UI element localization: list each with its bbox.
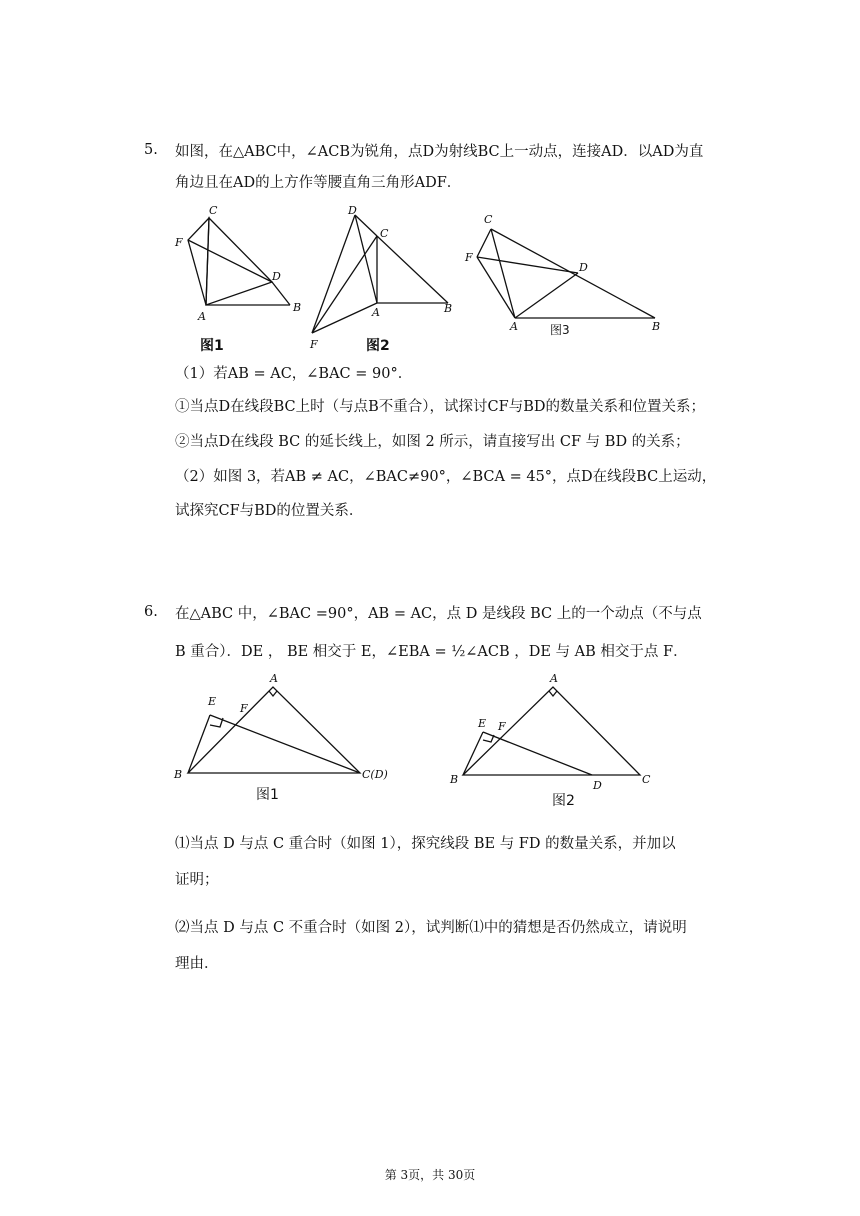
fig2-label-c: C: [380, 227, 389, 240]
p6-fig1-label-f: F: [240, 702, 248, 715]
fig2-label-d: D: [348, 204, 357, 217]
problem-5-question-1: （1）若AB = AC，∠BAC = 90°．: [175, 366, 413, 382]
p6-fig2-caption: 图2: [552, 793, 575, 809]
fig1-label-a: A: [198, 310, 206, 323]
fig1-caption: 图1: [200, 338, 224, 354]
problem-6-question-1: ⑴当点 D 与点 C 重合时（如图 1），探究线段 BE 与 FD 的数量关系，并加以: [175, 836, 676, 852]
p6-fig2-label-e: E: [478, 717, 487, 730]
p6-fig1-caption: 图1: [256, 787, 279, 803]
fig3-label-f: F: [465, 251, 473, 264]
fig1-label-b: B: [293, 301, 302, 314]
problem-6-question-2: ⑵当点 D 与点 C 不重合时（如图 2），试判断⑴中的猜想是否仍然成立，请说明: [175, 920, 687, 936]
fig3-label-b: B: [652, 320, 661, 333]
p6-fig1-label-e: E: [208, 695, 217, 708]
problem-5-number: 5.: [144, 142, 158, 158]
fig1-label-f: F: [175, 236, 183, 249]
problem-5-question-1b: ②当点D在线段 BC 的延长线上，如图 2 所示，请直接写出 CF 与 BD 的关系；: [175, 434, 690, 450]
page-footer: 第 3页，共 30页: [384, 1168, 476, 1182]
p6-fig1-label-cd: C(D): [362, 768, 388, 781]
p6-fig2-label-a: A: [550, 672, 558, 685]
fig3-caption: 图3: [550, 323, 570, 337]
p6-fig2-label-c: C: [642, 773, 651, 786]
fig1-label-c: C: [209, 204, 218, 217]
problem-6-figure-2: [440, 665, 670, 814]
problem-6-question-1b: 证明；: [175, 872, 219, 888]
p6-fig2-label-d: D: [593, 779, 602, 792]
problem-6-figure-1: [170, 665, 410, 809]
problem-5-text-line-1: 如图，在△ABC中，∠ACB为锐角，点D为射线BC上一动点，连接AD．以AD为直: [175, 144, 704, 160]
fig2-label-b: B: [444, 302, 453, 315]
fig2-label-a: A: [372, 306, 380, 319]
problem-5-figure-2: [300, 200, 470, 364]
problem-5-question-1a: ①当点D在线段BC上时（与点B不重合），试探讨CF与BD的数量关系和位置关系；: [175, 399, 705, 415]
problem-5-figure-3: [460, 200, 670, 349]
fig1-label-d: D: [272, 270, 281, 283]
problem-5-question-2: （2）如图 3，若AB ≠ AC，∠BAC≠90°，∠BCA = 45°，点D在线段BC上运动，: [175, 469, 717, 485]
fig3-label-c: C: [484, 213, 493, 226]
p6-fig1-label-b: B: [174, 768, 183, 781]
fig3-label-d: D: [579, 261, 588, 274]
problem-5-question-2b: 试探究CF与BD的位置关系．: [175, 503, 364, 519]
problem-6-number: 6.: [144, 604, 158, 620]
fig3-label-a: A: [510, 320, 518, 333]
fig2-label-f: F: [310, 338, 318, 351]
p6-fig2-label-f: F: [498, 720, 506, 733]
problem-6-text-line-2: B 重合）．DE ， BE 相交于 E，∠EBA = ½∠ACB ，DE 与 AB 相交于点 F．: [175, 644, 688, 660]
p6-fig1-label-a: A: [270, 672, 278, 685]
p6-fig2-label-b: B: [450, 773, 459, 786]
problem-5-figure-1: [160, 200, 320, 364]
problem-5-text-line-2: 角边且在AD的上方作等腰直角三角形ADF．: [175, 175, 462, 191]
problem-6-text-line-1: 在△ABC 中，∠BAC =90°，AB = AC，点 D 是线段 BC 上的一个动点（不与点: [175, 606, 702, 622]
fig2-caption: 图2: [366, 338, 390, 354]
problem-6-question-2b: 理由．: [175, 956, 219, 972]
